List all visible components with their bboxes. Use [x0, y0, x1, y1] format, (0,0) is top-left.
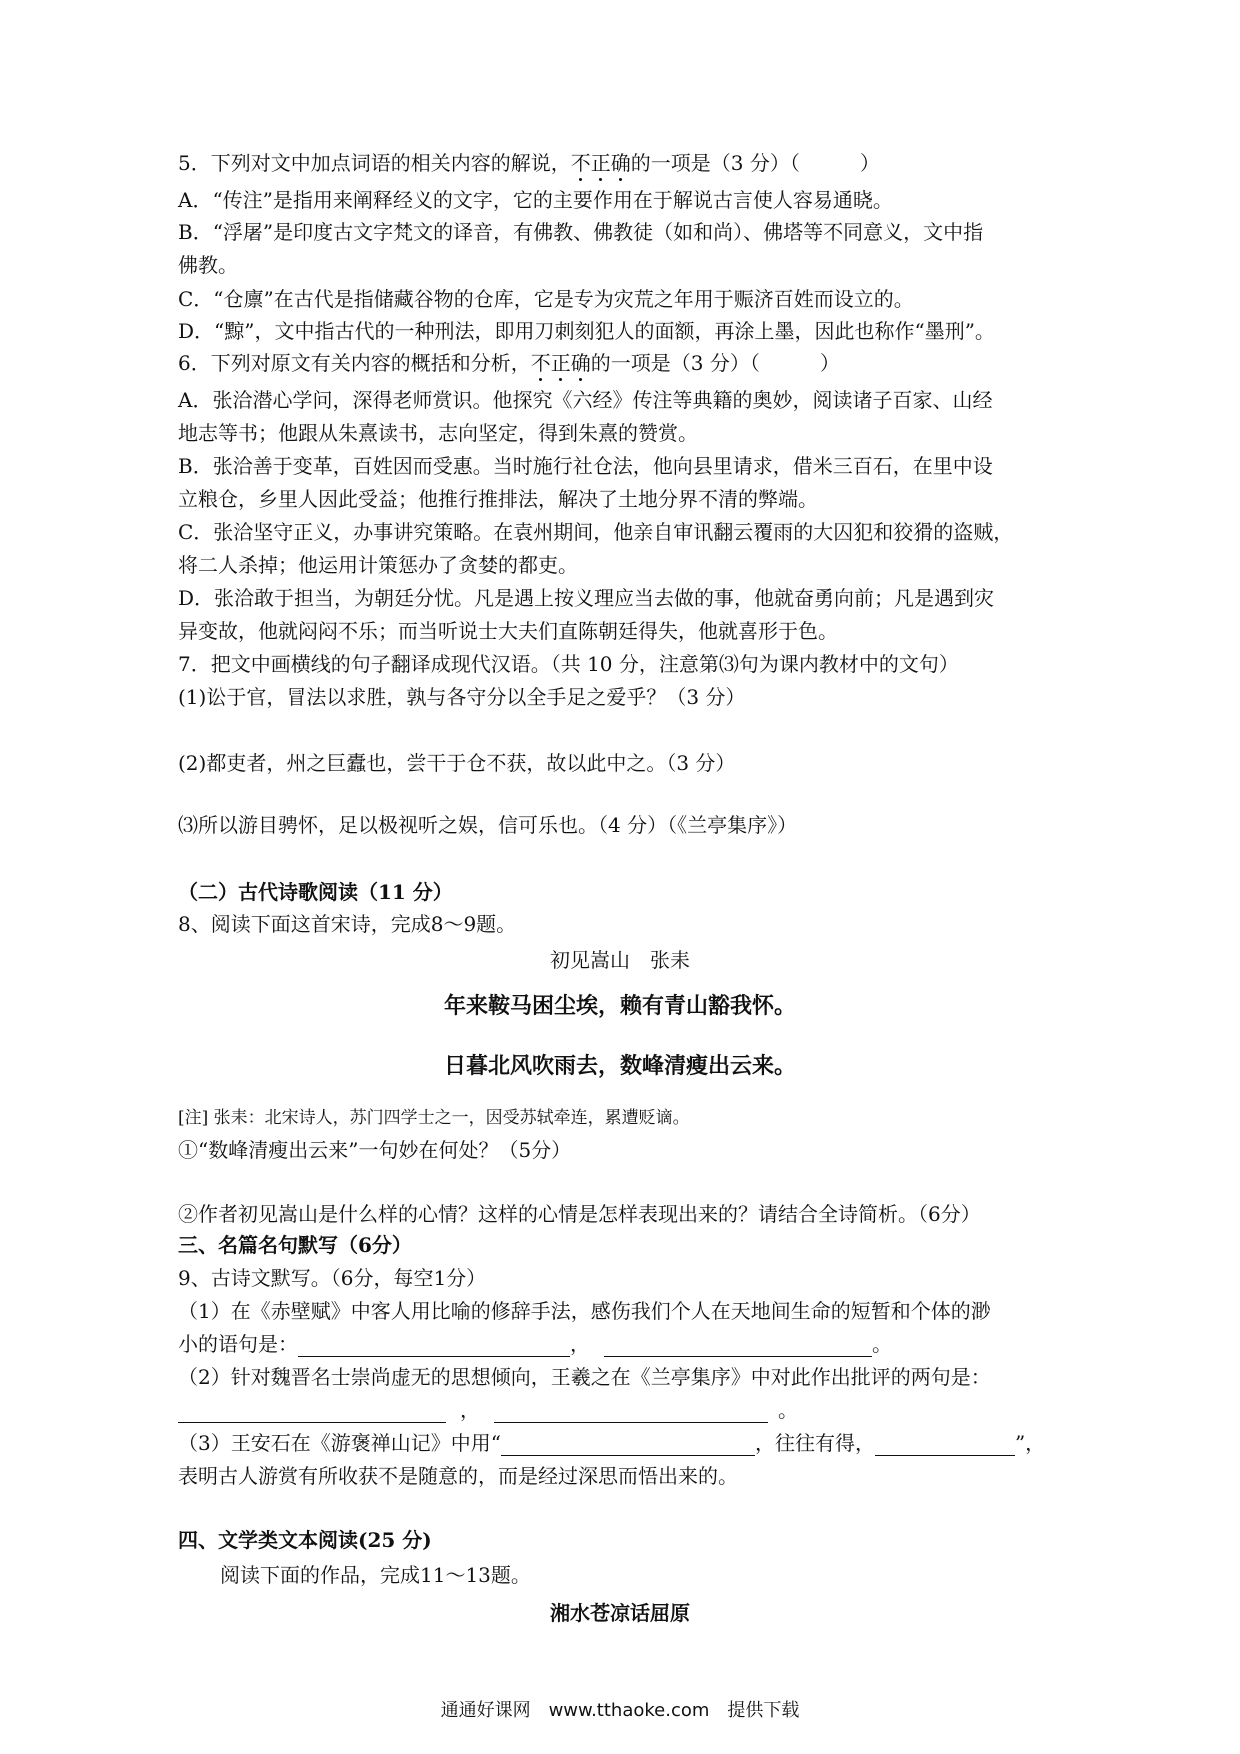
- q5-stem: 5．下列对文中加点词语的相关内容的解说，不正确的一项是（3 分）（ ）: [178, 151, 880, 175]
- dotted-emphasis: 不正确: [530, 351, 591, 375]
- page-footer: 通通好课网 www.tthaoke.com 提供下载: [440, 1700, 800, 1721]
- literary-text-title: 湘水苍凉话屈原: [550, 1601, 690, 1625]
- q8-stem: 8、阅读下面这首宋诗，完成8～9题。: [178, 912, 517, 936]
- dotted-emphasis: 不正确: [570, 151, 631, 175]
- poem-line-1: 年来鞍马困尘埃，赖有青山豁我怀。: [443, 994, 796, 1019]
- q5-option-a: A．“传注”是指用来阐释经义的文字，它的主要作用在于解说古言使人容易通晓。: [178, 188, 893, 212]
- section-dictation-heading: 三、名篇名句默写（6分）: [178, 1233, 412, 1257]
- section-literary-heading: 四、文学类文本阅读(25 分): [178, 1528, 432, 1552]
- q9-stem: 9、古诗文默写。（6分，每空1分）: [178, 1266, 487, 1290]
- poetry-subquestion-2: ②作者初见嵩山是什么样的心情？这样的心情是怎样表现出来的？请结合全诗简析。（6分）: [178, 1202, 981, 1226]
- q5-option-d: D．“黥”，文中指古代的一种刑法，即用刀刺刻犯人的面额，再涂上墨，因此也称作“墨刑”。: [178, 319, 995, 343]
- q11-13-intro: 阅读下面的作品，完成11～13题。: [220, 1563, 531, 1587]
- dictation-item-2: （2）针对魏晋名士崇尚虚无的思想倾向，王羲之在《兰亭集序》中对此作出批评的两句是：: [178, 1365, 991, 1389]
- q6-option-d: D．张洽敢于担当，为朝廷分忧。凡是遇上按义理应当去做的事，他就奋勇向前；凡是遇到灾: [178, 586, 995, 610]
- dictation-item-3-cont: 表明古人游赏有所收获不是随意的，而是经过深思而悟出来的。: [178, 1464, 738, 1488]
- q6-stem: 6．下列对原文有关内容的概括和分析，不正确的一项是（3 分）（ ）: [178, 351, 840, 375]
- q6-option-b-cont: 立粮仓，乡里人因此受益；他推行推排法，解决了土地分界不清的弊端。: [178, 487, 818, 511]
- dictation-item-3: （3）王安石在《游褒禅山记》中用“ ，往往有得， ”，: [178, 1431, 1046, 1455]
- q5-option-c: C．“仓廪”在古代是指储藏谷物的仓库，它是专为灾荒之年用于赈济百姓而设立的。: [178, 287, 914, 311]
- answer-blank[interactable]: [494, 1400, 768, 1423]
- q6-option-c-cont: 将二人杀掉；他运用计策惩办了贪婪的都吏。: [178, 553, 578, 577]
- answer-blank[interactable]: [298, 1334, 570, 1357]
- answer-blank[interactable]: [178, 1400, 446, 1423]
- answer-blank[interactable]: [604, 1334, 872, 1357]
- answer-blank[interactable]: [875, 1433, 1015, 1456]
- q5-option-b: B．“浮屠”是印度古文字梵文的译音，有佛教、佛教徒（如和尚）、佛塔等不同意义，文中指: [178, 220, 984, 244]
- q6-option-b: B．张洽善于变革，百姓因而受惠。当时施行社仓法，他向县里请求，借米三百石，在里中设: [178, 454, 993, 478]
- q6-option-d-cont: 异变故，他就闷闷不乐；而当听说士大夫们直陈朝廷得失，他就喜形于色。: [178, 619, 838, 643]
- q7-stem: 7．把文中画横线的句子翻译成现代汉语。（共 10 分，注意第⑶句为课内教材中的文句）: [178, 652, 959, 676]
- q5-option-b-cont: 佛教。: [178, 253, 238, 277]
- poetry-subquestion-1: ①“数峰清瘦出云来”一句妙在何处？（5分）: [178, 1138, 572, 1162]
- section-poetry-heading: （二）古代诗歌阅读（11 分）: [178, 880, 453, 904]
- q7-sentence-1: (1)讼于官，冒法以求胜，孰与各守分以全手足之爱乎？（3 分）: [178, 685, 746, 709]
- q6-option-c: C．张洽坚守正义，办事讲究策略。在袁州期间，他亲自审讯翻云覆雨的大囚犯和狡猾的盗贼，: [178, 520, 1014, 544]
- q6-option-a-cont: 地志等书；他跟从朱熹读书，志向坚定，得到朱熹的赞赏。: [178, 421, 698, 445]
- dictation-item-2-cont: ， 。: [178, 1397, 798, 1423]
- poem-line-2: 日暮北风吹雨去，数峰清瘦出云来。: [443, 1054, 796, 1079]
- poem-title: 初见嵩山 张耒: [550, 948, 690, 972]
- q7-sentence-3: ⑶所以游目骋怀，足以极视听之娱，信可乐也。（4 分）（《兰亭集序》）: [178, 813, 798, 837]
- q7-sentence-2: (2)都吏者，州之巨蠹也，尝干于仓不获，故以此中之。（3 分）: [178, 751, 736, 775]
- dictation-item-1-cont: 小的语句是： ， 。: [178, 1332, 892, 1356]
- dictation-item-1: （1）在《赤壁赋》中客人用比喻的修辞手法，感伤我们个人在天地间生命的短暂和个体的渺: [178, 1299, 991, 1323]
- answer-blank[interactable]: [501, 1433, 755, 1456]
- poem-note: [注] 张耒：北宋诗人，苏门四学士之一，因受苏轼牵连，累遭贬谪。: [178, 1108, 690, 1128]
- q6-option-a: A．张洽潜心学问，深得老师赏识。他探究《六经》传注等典籍的奥妙，阅读诸子百家、山经: [178, 388, 993, 412]
